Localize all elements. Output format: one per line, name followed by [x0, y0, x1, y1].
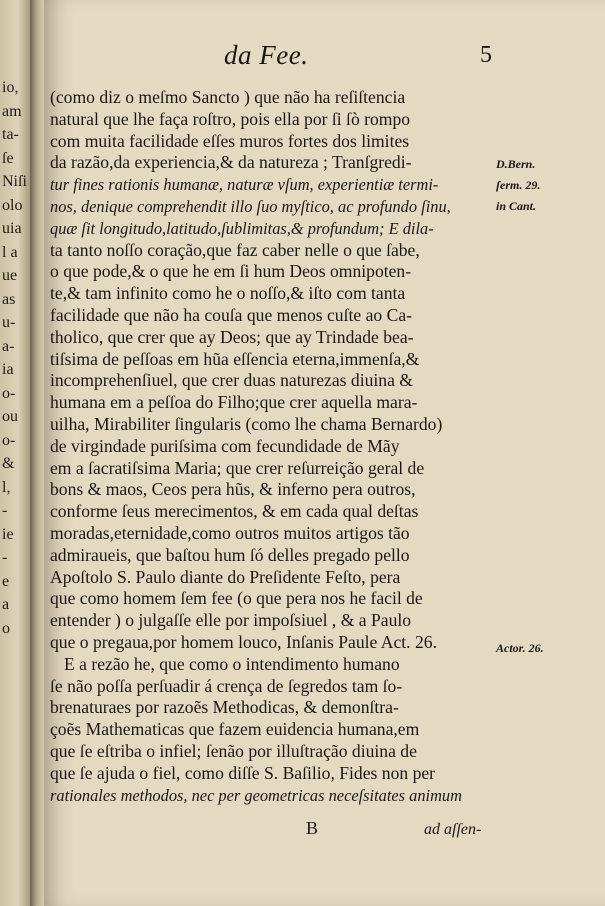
- text-line: natural que lhe faça roſtro, pois ella por ſi ſò rompo: [50, 108, 411, 129]
- previous-page-fragment: o-: [2, 431, 16, 449]
- text-line: nos, denique comprehendit illo ſuo myſtico, ac profundo ſinu,: [50, 196, 451, 216]
- previous-page-fragment: a: [2, 596, 10, 613]
- previous-page-fragment: a-: [2, 337, 15, 355]
- text-line: quæ ſit longitudo,latitudo,ſublimitas,& profundum; E dila-: [50, 218, 434, 238]
- running-title: da Fee.: [224, 40, 309, 70]
- text-line: E a rezão he, que como o intendimento humano: [64, 653, 400, 674]
- text-line: facilidade que não ha couſa que menos cuſte ao Ca-: [50, 304, 412, 325]
- marginal-note: in Cant.: [496, 199, 537, 213]
- previous-page-fragment: ou: [2, 408, 18, 425]
- book-page: [44, 0, 605, 906]
- body-text: [50, 87, 506, 806]
- text-line: incomprehenſiuel, que crer duas naturezas diuina &: [50, 370, 413, 391]
- previous-page-fragment: ia: [2, 361, 14, 378]
- text-line: humana em a peſſoa do Filho;que crer aquella mara-: [50, 392, 418, 413]
- text-line: que o pregaua,por homem louco, Inſanis Paule Act. 26.: [50, 631, 437, 652]
- text-line: Apoſtolo S. Paulo diante do Preſidente Feſto, pera: [50, 566, 401, 587]
- text-line: da razão,da experiencia,& da natureza ; Tranſgredi-: [50, 152, 412, 173]
- text-line: entender ) o julgaſſe elle por impoſsiuel , & a Paulo: [50, 610, 412, 631]
- book-gutter: [30, 0, 44, 906]
- previous-page-fragment: u-: [2, 314, 16, 331]
- previous-page-edge: [0, 0, 30, 906]
- text-line: (como diz o meſmo Sancto ) que não ha reſiſtencia: [50, 87, 406, 107]
- text-line: tiſsima de peſſoas em hũa eſſencia eterna,immenſa,&: [50, 348, 420, 369]
- text-line: ta tanto noſſo coração,que faz caber nelle o que ſabe,: [50, 239, 420, 260]
- previous-page-fragment: &: [2, 455, 15, 472]
- page-number: 5: [480, 42, 492, 68]
- text-line: uilha, Mirabiliter ſingularis (como lhe chama Bernardo): [50, 413, 443, 434]
- text-line: ſe não poſſa perſuadir á crença de ſegredos tam ſo-: [50, 675, 403, 696]
- text-line: bons & maos, Ceos pera hũs, & inferno pera outros,: [50, 479, 416, 500]
- previous-page-fragment: as: [2, 290, 16, 308]
- previous-page-fragment: ie: [2, 525, 14, 543]
- previous-page-fragment: olo: [2, 196, 23, 214]
- text-line: com muita facilidade eſſes muros fortes dos limites: [50, 130, 410, 151]
- text-line: çoẽs Mathematicas que fazem euidencia humana,em: [50, 719, 420, 740]
- previous-page-fragment: uia: [2, 220, 22, 237]
- text-line: o que pode,& o que he em ſi hum Deos omnipoten-: [50, 261, 412, 282]
- previous-page-fragment: ta-: [2, 126, 19, 143]
- text-line: tur fines rationis humanæ, naturæ vſum, experientiæ termi-: [50, 175, 439, 195]
- previous-page-fragment: am: [2, 102, 22, 120]
- previous-page-fragment: l,: [2, 478, 11, 496]
- text-line: em a ſacratiſsima Maria; que crer reſurreição geral de: [50, 457, 425, 478]
- signature-mark: B: [306, 818, 319, 838]
- previous-page-fragment: o: [2, 619, 10, 637]
- text-line: que como homem ſem fee (o que pera nos he facil de: [50, 588, 423, 609]
- previous-page-fragment: o-: [2, 384, 16, 402]
- text-line: rationales methodos, nec per geometricas neceſsitates animum: [50, 785, 462, 805]
- catchword: ad aſſen-: [424, 821, 482, 838]
- text-line: tholico, que crer que ay Deos; que ay Trindade bea-: [50, 326, 414, 347]
- text-line: conforme ſeus merecimentos, & em cada qual deſtas: [50, 501, 419, 522]
- previous-page-fragment: Niſi: [2, 173, 27, 190]
- marginal-note: ſerm. 29.: [496, 178, 541, 192]
- text-line: que ſe eſtriba o infiel; ſenão por illuſtração diuina de: [50, 740, 417, 761]
- previous-page-fragment: l a: [2, 243, 18, 261]
- text-line: de virgindade puriſsima com fecundidade de Mãy: [50, 435, 400, 456]
- text-line: te,& tam infinito como he o noſſo,& iſto com tanta: [50, 283, 406, 304]
- previous-page-fragment: ſe: [2, 149, 14, 167]
- text-line: moradas,eternidade,como outros muitos artigos tão: [50, 522, 410, 543]
- text-line: que ſe ajuda o fiel, como diſſe S. Baſilio, Fides non per: [50, 762, 436, 783]
- marginal-note: Actor. 26.: [496, 641, 544, 655]
- text-line: admiraueis, que baſtou hum ſó delles pregado pello: [50, 544, 410, 565]
- previous-page-fragment: e: [2, 572, 10, 590]
- previous-page-fragment: -: [2, 502, 8, 519]
- running-head: [44, 40, 605, 80]
- previous-page-fragment: -: [2, 549, 8, 566]
- marginal-note: D.Bern.: [496, 157, 536, 171]
- previous-page-fragment: io,: [2, 79, 19, 96]
- text-line: brenaturaes por razoẽs Methodicas, & demonſtra-: [50, 697, 399, 718]
- previous-page-fragment: ue: [2, 267, 18, 284]
